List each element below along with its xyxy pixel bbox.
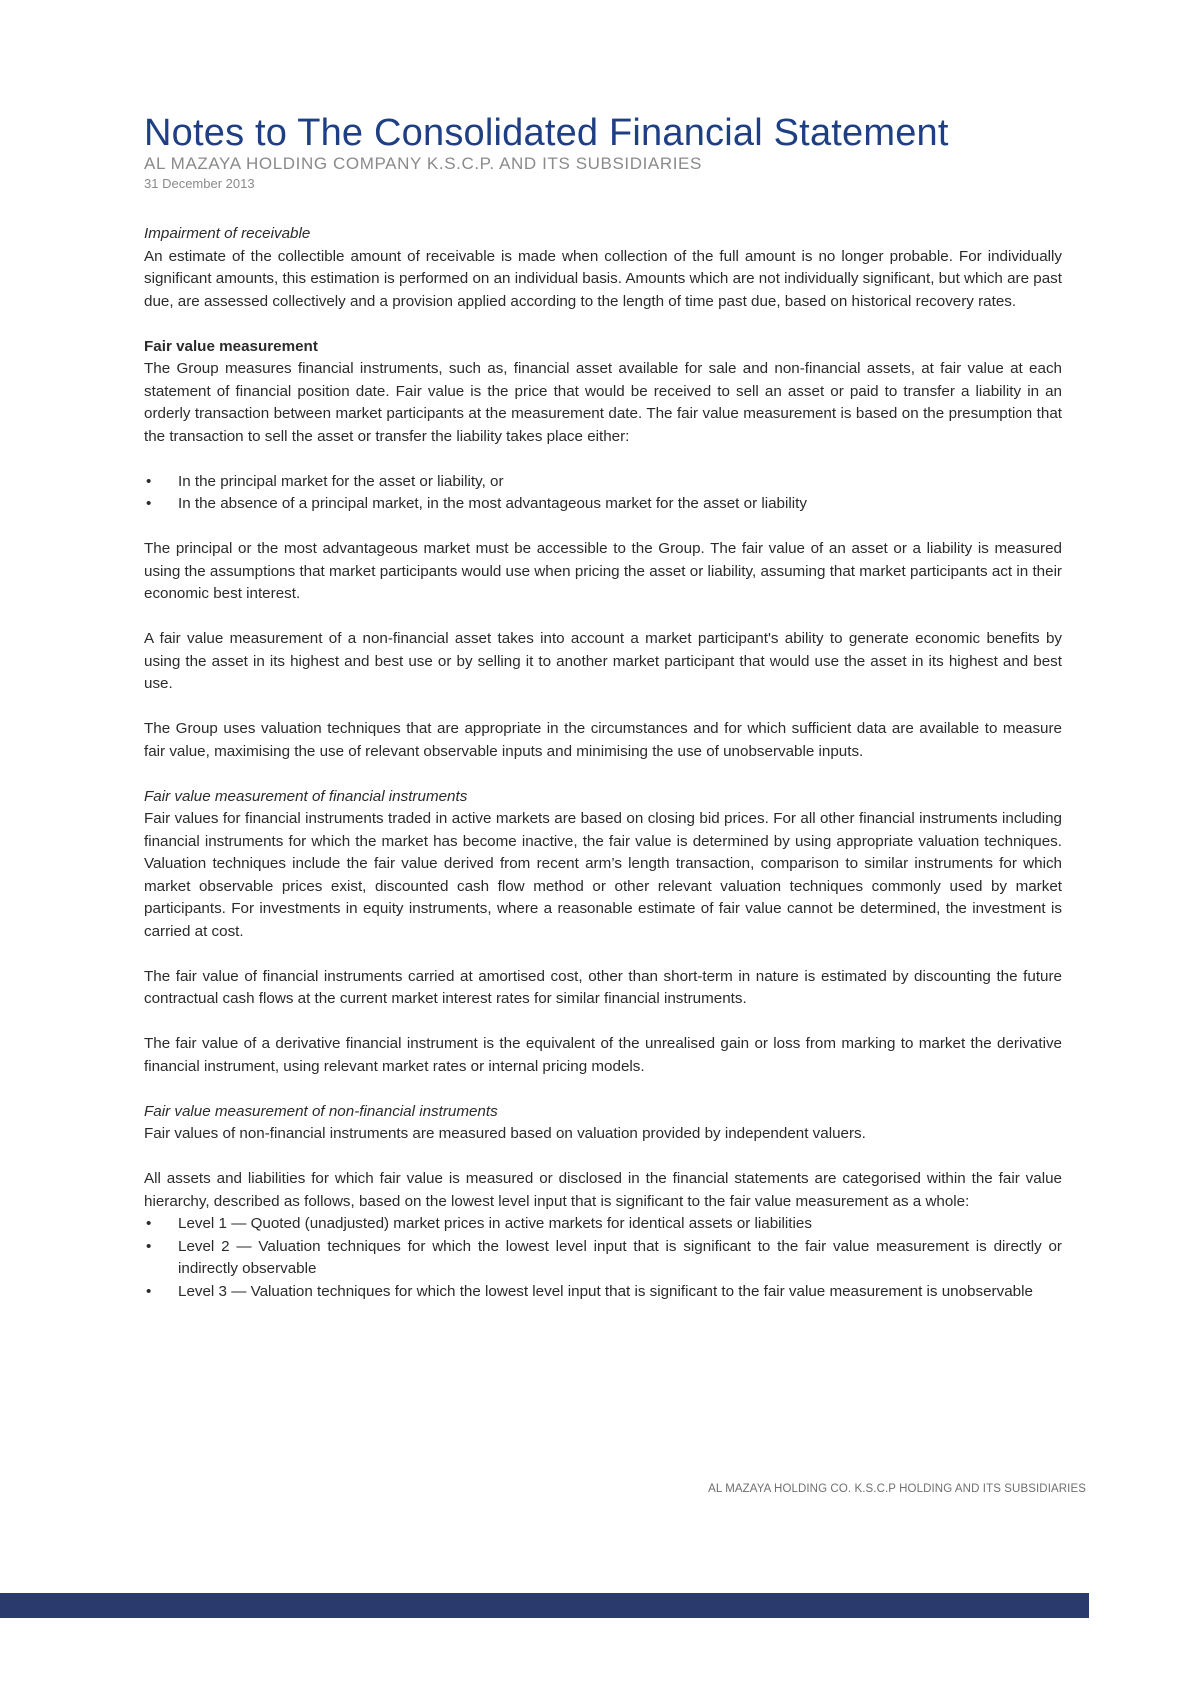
notes-content xyxy=(144,223,1062,1326)
list-item xyxy=(144,1213,1062,1236)
valuation-techniques-paragraph: The Group uses valuation techniques that are appropriate in the circumstances and for which sufficient data are available to measure fair value, maximising the use of relevant observable inputs and minimising the use of unobservable inputs. xyxy=(144,720,1062,760)
bullet-icon: • xyxy=(146,1282,152,1300)
page-header xyxy=(144,112,1064,192)
company-name: AL MAZAYA HOLDING COMPANY K.S.C.P. AND ITS SUBSIDIARIES xyxy=(144,154,702,173)
non-financial-asset-section xyxy=(144,628,1062,696)
report-date: 31 December 2013 xyxy=(144,176,255,191)
fair-value-section xyxy=(144,336,1062,449)
amortised-cost-section xyxy=(144,966,1062,1011)
bullet-icon: • xyxy=(146,495,152,512)
principal-market-section xyxy=(144,538,1062,606)
fv-financial-paragraph: Fair values for financial instruments traded in active markets are based on closing bid prices. For all other financial instruments including financial instruments for which the market has become inactive, the fair value is determined by using appropriate valuation techniques. Valuation techniques include the fair value derived from recent arm’s length transaction, comparison to similar instruments for which market observable prices exist, discounted cash flow method or other relevant valuation techniques commonly used by market participants. For investments in equity instruments, where a reasonable estimate of fair value cannot be determined, the investment is carried at cost. xyxy=(144,810,1062,940)
fair-value-heading: Fair value measurement xyxy=(144,337,318,355)
hierarchy-level-list xyxy=(144,1213,1062,1303)
valuation-techniques-section xyxy=(144,718,1062,763)
footer-company-name: AL MAZAYA HOLDING CO. K.S.C.P HOLDING AND ITS SUBSIDIARIES xyxy=(708,1483,1086,1495)
hierarchy-section xyxy=(144,1168,1062,1303)
fv-financial-heading: Fair value measurement of financial instruments xyxy=(144,787,468,805)
list-item xyxy=(144,493,1062,516)
fv-non-financial-paragraph: Fair values of non-financial instruments are measured based on valuation provided by independent valuers. xyxy=(144,1125,866,1142)
principal-market-paragraph: The principal or the most advantageous market must be accessible to the Group. The fair value of an asset or a liability is measured using the assumptions that market participants would use when pricing the asset or liability, assuming that market participants act in their economic best interest. xyxy=(144,540,1062,602)
list-item xyxy=(144,1236,1062,1281)
list-item-text: Level 1 — Quoted (unadjusted) market prices in active markets for identical assets or liabilities xyxy=(178,1215,812,1232)
list-item-text: In the principal market for the asset or liability, or xyxy=(178,472,504,490)
list-item-text: Level 3 — Valuation techniques for which the lowest level input that is significant to the fair value measurement is unobservable xyxy=(178,1282,1033,1300)
non-financial-asset-paragraph: A fair value measurement of a non-financial asset takes into account a market participant's ability to generate economic benefits by using the asset in its highest and best use or by selling it to another market participant that would use the asset in its highest and best use. xyxy=(144,630,1062,692)
fair-value-intro-paragraph: The Group measures financial instruments, such as, financial asset available for sale and non-financial assets, at fair value at each statement of financial position date. Fair value is the price that would be received to sell an asset or paid to transfer a liability in an orderly transaction between market participants at the measurement date. The fair value measurement is based on the presumption that the transaction to sell the asset or transfer the liability takes place either: xyxy=(144,360,1062,445)
impairment-section xyxy=(144,223,1062,313)
amortised-cost-paragraph: The fair value of financial instruments carried at amortised cost, other than short-term in nature is estimated by discounting the future contractual cash flows at the current market interest rates for similar financial instruments. xyxy=(144,967,1062,1007)
fv-non-financial-section xyxy=(144,1101,1062,1146)
footer-bar xyxy=(0,1593,1089,1618)
page-title: Notes to The Consolidated Financial Statement xyxy=(144,112,949,154)
impairment-paragraph: An estimate of the collectible amount of receivable is made when collection of the full amount is no longer probable. For individually significant amounts, this estimation is performed on an individual basis. Amounts which are not individually significant, but which are past due, are assessed collectively and a provision applied according to the length of time past due, based on historical recovery rates. xyxy=(144,247,1062,310)
derivative-section xyxy=(144,1033,1062,1078)
list-item xyxy=(144,1281,1062,1304)
market-bullet-section xyxy=(144,471,1062,516)
list-item-text: Level 2 — Valuation techniques for which the lowest level input that is significant to the fair value measurement is directly or indirectly observable xyxy=(178,1237,1062,1277)
impairment-heading: Impairment of receivable xyxy=(144,225,311,242)
bullet-icon: • xyxy=(146,472,152,490)
bullet-icon: • xyxy=(146,1237,152,1255)
derivative-paragraph: The fair value of a derivative financial instrument is the equivalent of the unrealised gain or loss from marking to market the derivative financial instrument, using relevant market rates or internal pricing models. xyxy=(144,1035,1062,1075)
list-item-text: In the absence of a principal market, in the most advantageous market for the asset or liability xyxy=(178,495,807,512)
bullet-icon: • xyxy=(146,1215,152,1232)
hierarchy-intro-paragraph: All assets and liabilities for which fair value is measured or disclosed in the financial statements are categorised within the fair value hierarchy, described as follows, based on the lowest level input that is significant to the fair value measurement as a whole: xyxy=(144,1170,1062,1210)
list-item xyxy=(144,471,1062,494)
fv-financial-section xyxy=(144,786,1062,944)
fv-non-financial-heading: Fair value measurement of non-financial instruments xyxy=(144,1102,498,1120)
market-bullet-list xyxy=(144,471,1062,516)
